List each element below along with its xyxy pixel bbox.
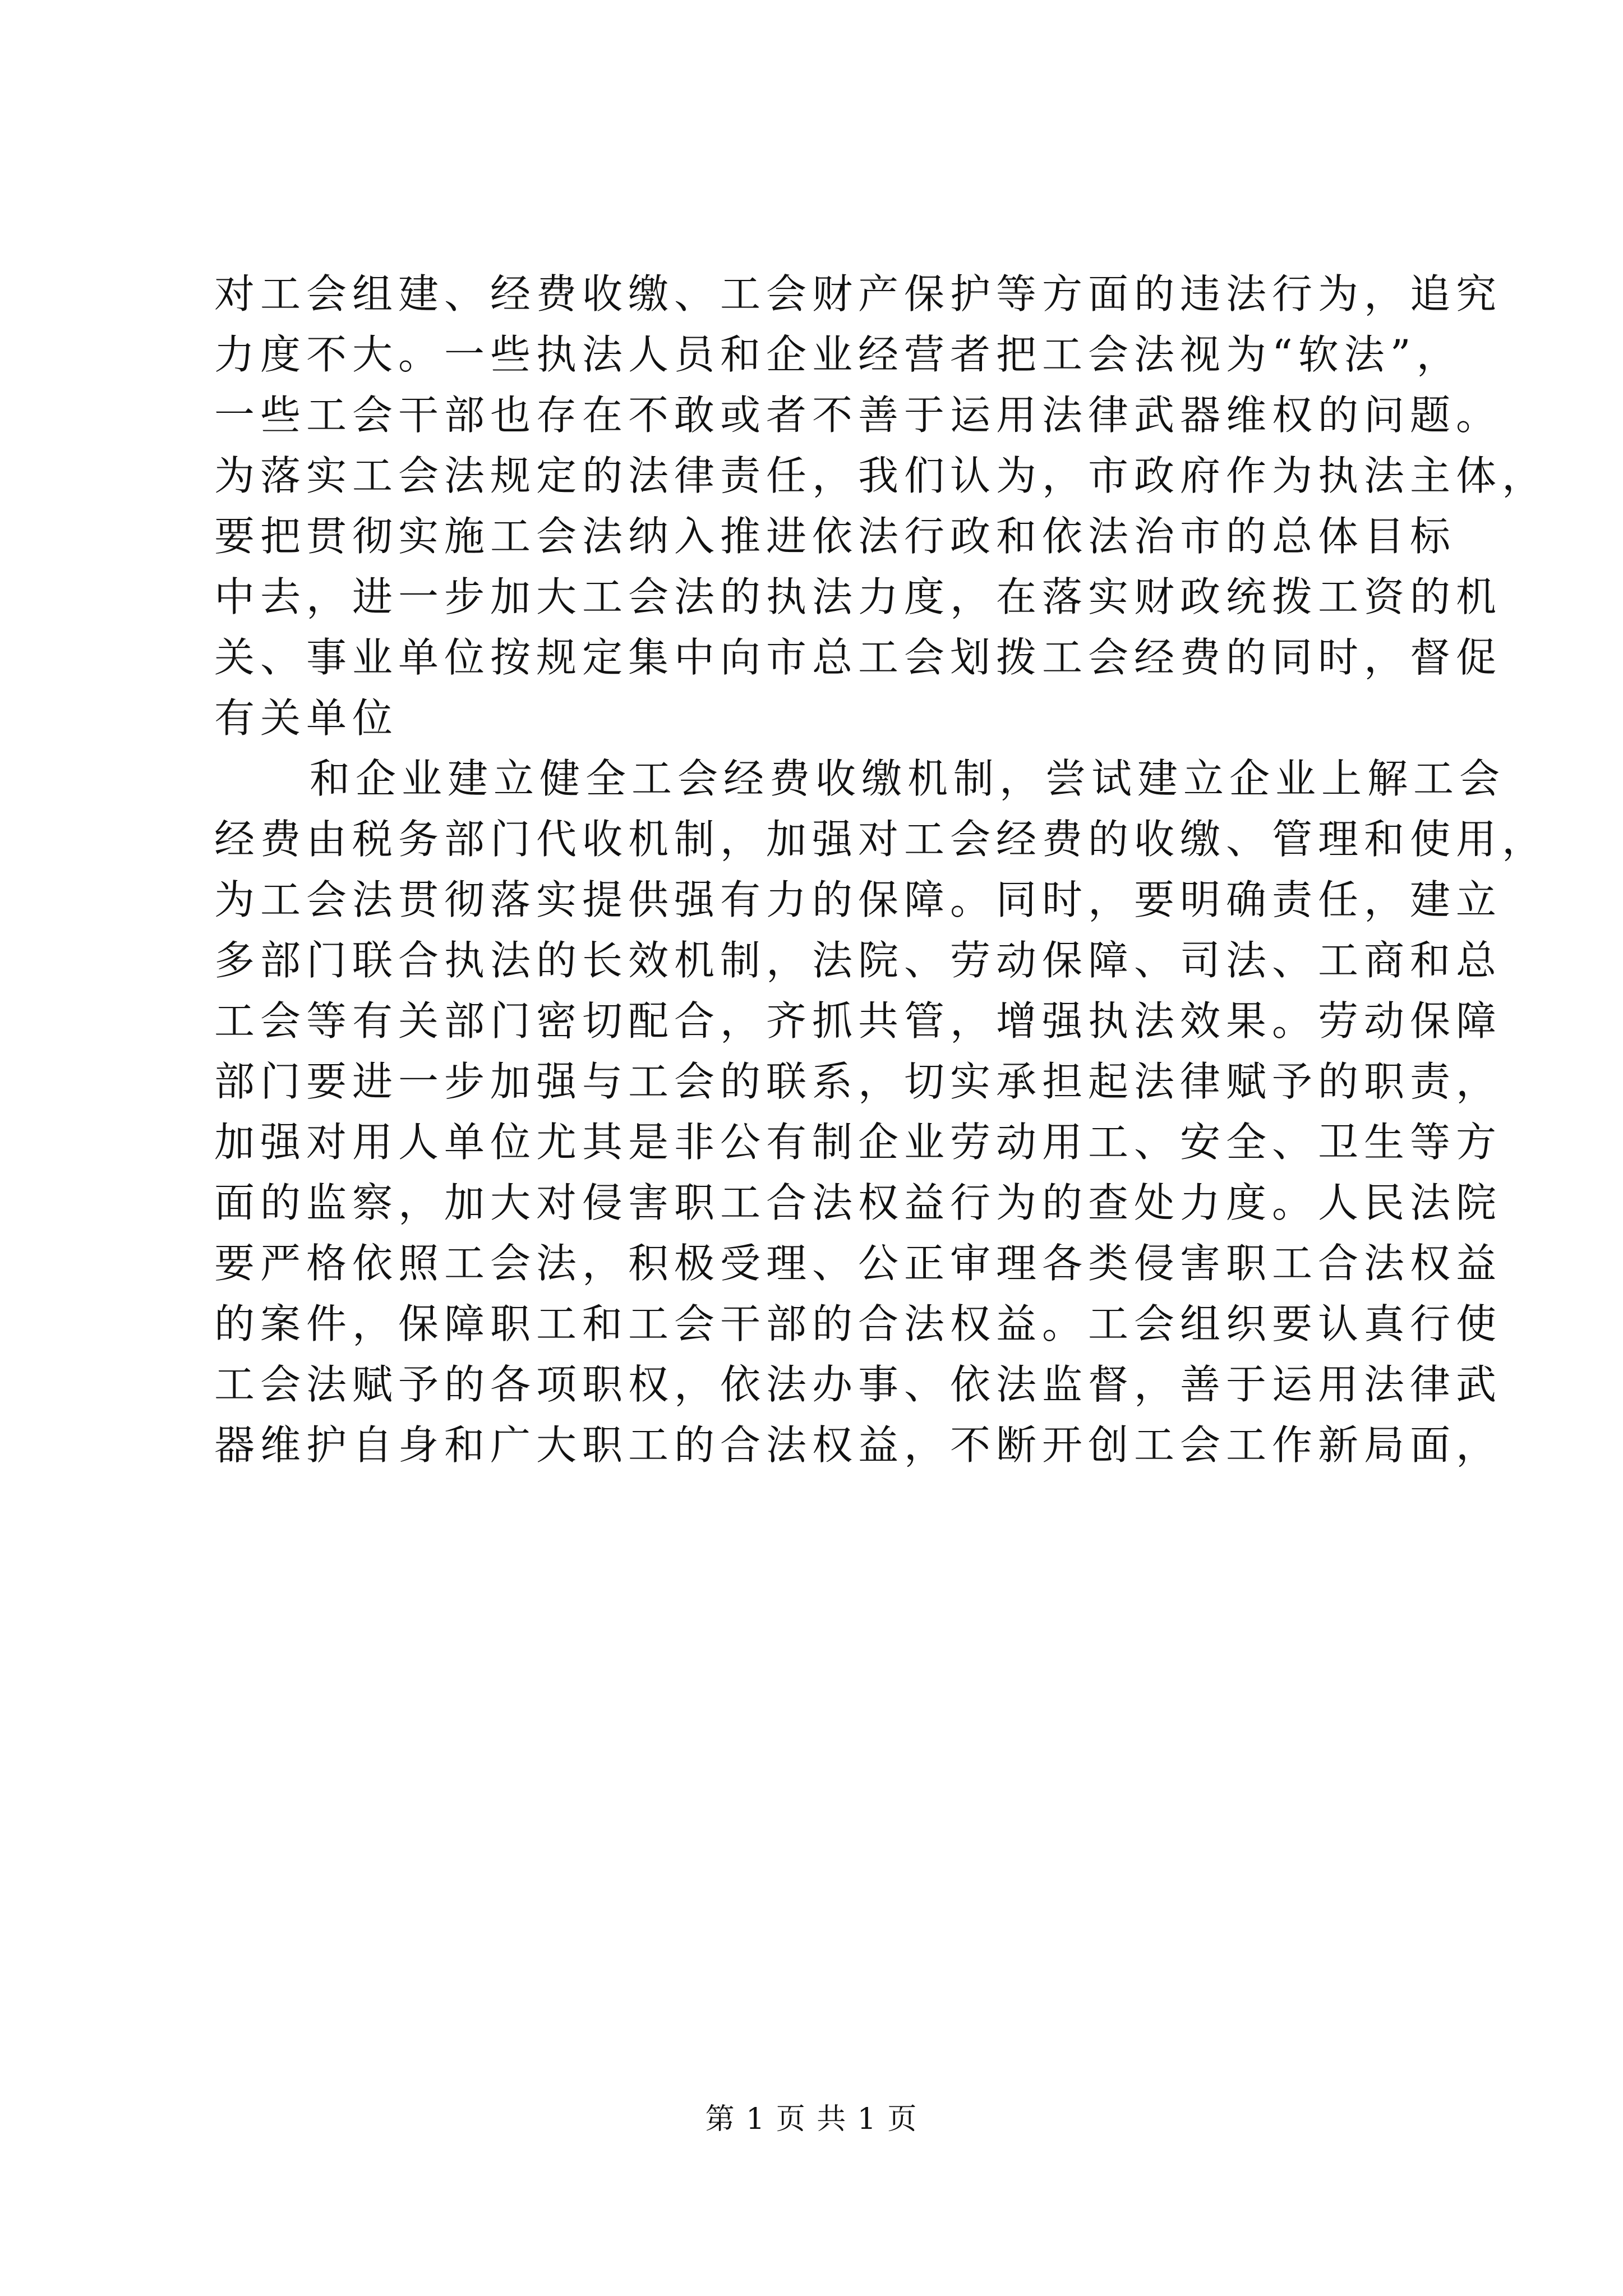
text-line: 一些工会干部也存在不敢或者不善于运用法律武器维权的问题。 (214, 392, 1502, 439)
text-line: 中去，进一步加大工会法的执法力度，在落实财政统拨工资的机 (214, 573, 1502, 620)
text-line: 为落实工会法规定的法律责任，我们认为，市政府作为执法主体， (214, 452, 1548, 499)
text-line: 多部门联合执法的长效机制，法院、劳动保障、司法、工商和总 (214, 937, 1502, 984)
text-line: 工会法赋予的各项职权，依法办事、依法监督，善于运用法律武 (214, 1361, 1502, 1408)
text-line: 有关单位 (214, 694, 399, 742)
text-line: 对工会组建、经费收缴、工会财产保护等方面的违法行为，追究 (214, 270, 1502, 318)
text-line: 部门要进一步加强与工会的联系，切实承担起法律赋予的职责， (214, 1058, 1502, 1105)
text-line: 力度不大。一些执法人员和企业经营者把工会法视为“软法”， (214, 331, 1463, 378)
body-text (214, 264, 1548, 1475)
text-line: 工会等有关部门密切配合，齐抓共管，增强执法效果。劳动保障 (214, 997, 1502, 1045)
text-line: 器维护自身和广大职工的合法权益，不断开创工会工作新局面， (214, 1421, 1502, 1469)
text-line: 的案件，保障职工和工会干部的合法权益。工会组织要认真行使 (214, 1300, 1502, 1347)
text-line: 加强对用人单位尤其是非公有制企业劳动用工、安全、卫生等方 (214, 1119, 1502, 1166)
text-line: 经费由税务部门代收机制，加强对工会经费的收缴、管理和使用， (214, 816, 1548, 863)
text-line: 要把贯彻实施工会法纳入推进依法行政和依法治市的总体目标 (214, 513, 1456, 560)
text-line: 为工会法贯彻落实提供强有力的保障。同时，要明确责任，建立 (214, 876, 1502, 923)
text-line: 关、事业单位按规定集中向市总工会划拨工会经费的同时，督促 (214, 634, 1502, 681)
text-line: 要严格依照工会法，积极受理、公正审理各类侵害职工合法权益 (214, 1240, 1502, 1287)
page-number: 第 1 页 共 1 页 (705, 2102, 918, 2136)
text-line: 面的监察，加大对侵害职工合法权益行为的查处力度。人民法院 (214, 1179, 1502, 1226)
paragraph-first-line: 和企业建立健全工会经费收缴机制，尝试建立企业上解工会 (310, 755, 1506, 802)
